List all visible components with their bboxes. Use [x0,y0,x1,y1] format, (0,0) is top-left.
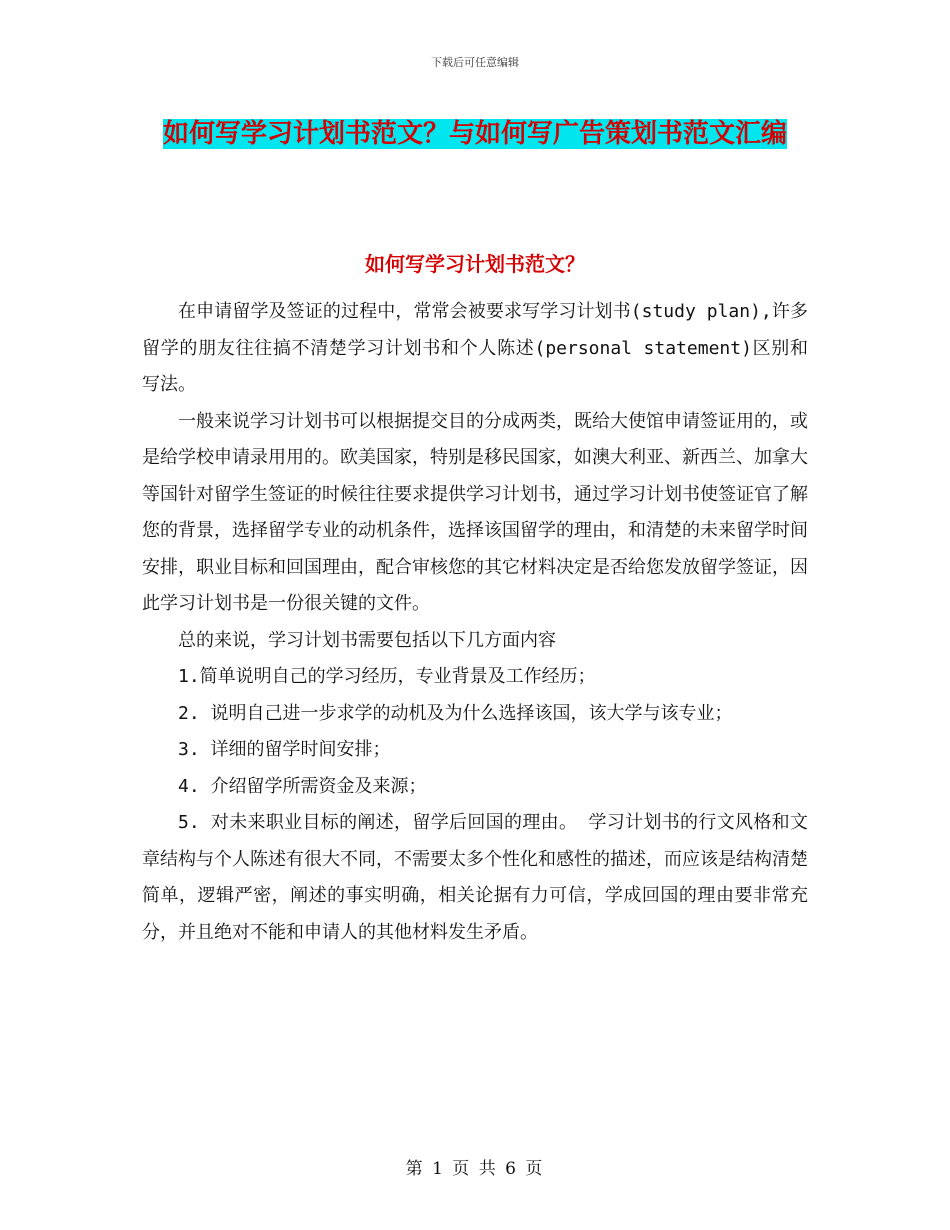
list-item: 1.简单说明自己的学习经历，专业背景及工作经历； [178,666,596,687]
paragraph: 在申请留学及签证的过程中，常常会被要求写学习计划书(study plan),许多留学的朋友往往搞不清楚学习计划书和个人陈述(personal statement)区别和写法。 [142,301,808,395]
document-body [142,294,808,951]
section-title: 如何写学习计划书范文？ [365,252,585,276]
paragraph: 一般来说学习计划书可以根据提交目的分成两类，既给大使馆申请签证用的，或是给学校申请录用用的。欧美国家，特别是移民国家，如澳大利亚、新西兰、加拿大等国针对留学生签证的时候往往要求提供学习计划书，通过学习计划书使签证官了解您的背景，选择留学专业的动机条件，选择该国留学的理由，和清楚的未来留学时间安排，职业目标和回国理由，配合审核您的其它材料决定是否给您发放留学签证，因此学习计划书是一份很关键的文件。 [142,410,808,614]
paragraph: 总的来说，学习计划书需要包括以下几方面内容 [178,629,556,651]
list-item: 2. 说明自己进一步求学的动机及为什么选择该国，该大学与该专业； [178,702,733,724]
document-title [140,110,810,158]
list-item: 3. 详细的留学时间安排； [178,739,391,760]
page-footer: 第 1 页 共 6 页 [405,1159,545,1179]
header-note: 下载后可任意编辑 [431,56,519,69]
document-title-text: 如何写学习计划书范文？与如何写广告策划书范文汇编 [162,119,787,149]
list-item: 4. 介绍留学所需资金及来源； [178,775,427,797]
list-item: 5. 对未来职业目标的阐述，留学后回国的理由。 学习计划书的行文风格和文章结构与个人陈述有很大不同，不需要太多个性化和感性的描述，而应该是结构清楚简单，逻辑严密，阐述的事实明确，相关论据有力可信，学成回国的理由要非常充分，并且绝对不能和申请人的其他材料发生矛盾。 [142,812,808,943]
